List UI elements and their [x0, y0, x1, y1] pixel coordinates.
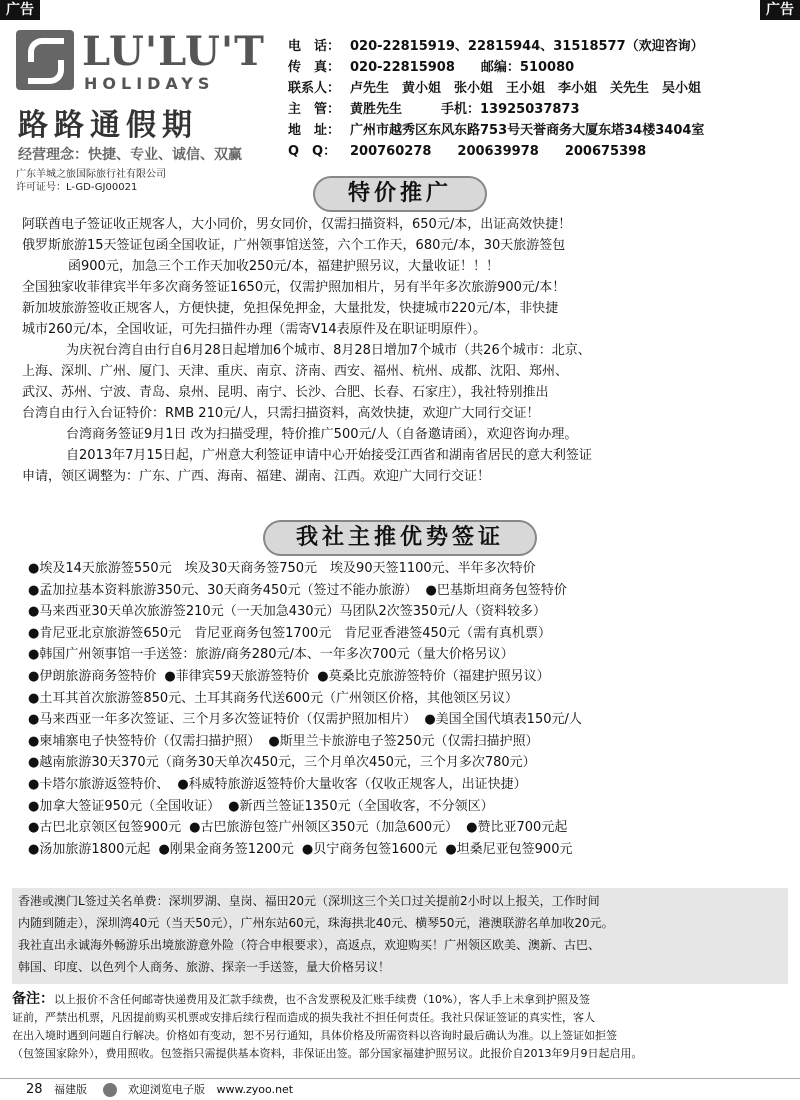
offer-line: 申请，领区调整为：广东、广西、海南、福建、湖南、江西。欢迎广大同行交证！ [22, 469, 491, 484]
footer-tagline: 欢迎浏览电子版 [128, 1083, 206, 1096]
special-offers-banner: 特价推广 [313, 176, 487, 212]
offer-line: 函900元，加急三个工作天加收250元/本，福建护照另议，大量收证！！！ [68, 259, 500, 274]
visa-item: ●古巴旅游包签广州领区350元（加急600元） [189, 820, 459, 836]
visa-item: ●马来西亚一年多次签证、三个月多次签证特价（仅需护照加相片） [28, 712, 417, 728]
visa-item: ●孟加拉基本资料旅游350元、30天商务450元（签过不能办旅游） [28, 582, 418, 598]
contact-info [288, 36, 794, 162]
contact-row: 电 话： 020-22815919、22815944、31518577（欢迎咨询） [288, 39, 704, 54]
license-number: 许可证号：L-GD-GJ00021 [16, 182, 138, 193]
offer-line: 台湾自由行入台证特价：RMB 210元/人，只需扫描资料，高效快捷，欢迎广大同行交证！ [22, 406, 540, 421]
offer-line: 上海、深圳、广州、厦门、天津、重庆、南京、济南、西安、福州、杭州、成都、沈阳、郑州、 [22, 364, 569, 379]
visa-item: ●赞比亚700元起 [466, 820, 568, 836]
contact-row: Q Q： 200760278 200639978 200675398 [288, 144, 647, 159]
logo-holidays: HOLIDAYS [84, 74, 215, 93]
visa-row [28, 774, 792, 796]
visa-item: ●坦桑尼亚包签900元 [445, 841, 573, 857]
visa-item: ●美国全国代填表150元/人 [424, 712, 582, 728]
visa-item: ●巴基斯坦商务包签特价 [425, 582, 567, 598]
visa-item: ●贝宁商务包签1600元 [301, 841, 438, 857]
visa-item: ●加拿大签证950元（全国收证） [28, 798, 221, 814]
visa-item: ●肯尼亚北京旅游签650元 肯尼亚商务包签1700元 肯尼亚香港签450元（需有真机票） [28, 625, 552, 641]
remarks-line: 以上报价不含任何邮寄快递费用及汇款手续费，也不含发票税及汇账手续费（10%），客人手上未拿到护照及签 [54, 993, 590, 1006]
company-name: 广东羊城之旅国际旅行社有限公司 [16, 169, 166, 180]
offer-line: 新加坡旅游签收正规客人，方便快捷，免担保免押金，大量批发，快捷城市220元/本，非快捷 [22, 301, 559, 316]
offer-line: 全国独家收菲律宾半年多次商务签证1650元，仅需护照加相片，另有半年多次旅游900元/本！ [22, 280, 566, 295]
offer-line: 自2013年7月15日起，广州意大利签证申请中心开始接受江西省和湖南省居民的意大利签证 [66, 448, 592, 463]
page-number: 28 [26, 1082, 43, 1097]
visa-item: ●马来西亚30天单次旅游签210元（一天加急430元）马团队2次签350元/人（资料较多） [28, 604, 546, 620]
visa-row [28, 601, 792, 623]
remarks-line: 在出入境时遇到问题自行解决。价格如有变动，恕不另行通知，具体价格及所需资料以咨询时最后确认为准。以上签证如拒签 [12, 1029, 617, 1042]
contact-row: 联系人： 卢先生 黄小姐 张小姐 王小姐 李小姐 关先生 吴小姐 [288, 81, 702, 96]
visa-item: ●古巴北京领区包签900元 [28, 820, 182, 836]
offer-line: 武汉、苏州、宁波、青岛、泉州、昆明、南宁、长沙、合肥、长春、石家庄），我社特别推出 [22, 385, 549, 400]
special-offers-text [22, 214, 790, 487]
offer-line: 阿联酋电子签证收正规客人，大小同价，男女同价，仅需扫描资料，650元/本，出证高效快捷！ [22, 217, 572, 232]
visa-item: ●科威特旅游返签特价大量收客（仅收正规客人，出证快捷） [177, 776, 527, 792]
visa-item: ●新西兰签证1350元（全国收客，不分领区） [228, 798, 494, 814]
visa-item: ●伊朗旅游商务签特价 [28, 668, 157, 684]
company-info [16, 168, 166, 194]
remarks-label: 备注： [12, 991, 54, 1007]
info-line: 内随到随走），深圳湾40元（当天50元），广州东站60元，珠海拱北40元、横琴50元，港澳联游名单加收20元。 [18, 916, 614, 930]
visa-row [28, 580, 792, 602]
globe-icon [103, 1083, 117, 1097]
page-footer [0, 1078, 800, 1100]
info-line: 我社直出永诚海外畅游乐出境旅游意外险（符合申根要求），高返点，欢迎购买！广州领区欧美、澳新、古巴、 [18, 938, 601, 952]
offer-line: 台湾商务签证9月1日 改为扫描受理，特价推广500元/人（自备邀请函），欢迎咨询办理。 [66, 427, 578, 442]
visa-item: ●韩国广州领事馆一手送签：旅游/商务280元/本、一年多次700元（量大价格另议） [28, 647, 514, 663]
visa-row [28, 796, 792, 818]
featured-visa-list [28, 558, 792, 860]
featured-visas-banner: 我社主推优势签证 [263, 520, 537, 556]
offer-line: 为庆祝台湾自由行自6月28日起增加6个城市、8月28日增加7个城市（共26个城市：北京、 [66, 343, 591, 358]
offer-line: 城市260元/本，全国收证，可先扫描件办理（需寄V14表原件及在职证明原件）。 [22, 322, 487, 337]
visa-item: ●土耳其首次旅游签850元、土耳其商务代送600元（广州领区价格，其他领区另议） [28, 690, 518, 706]
visa-item: ●越南旅游30天370元（商务30天单次450元，三个月单次450元，三个月多次780元） [28, 755, 536, 771]
visa-row [28, 752, 792, 774]
remarks [12, 990, 788, 1063]
hk-macau-info-box [12, 888, 788, 984]
edition-label: 福建版 [54, 1083, 88, 1096]
visa-item: ●菲律宾59天旅游签特价 [164, 668, 310, 684]
contact-row: 传 真： 020-22815908 邮编：510080 [288, 60, 575, 75]
visa-row [28, 817, 792, 839]
logo-s-icon [16, 30, 74, 90]
visa-item: ●莫桑比克旅游签特价（福建护照另议） [317, 668, 550, 684]
visa-item: ●卡塔尔旅游返签特价、 [28, 776, 170, 792]
footer-url[interactable]: www.zyoo.net [216, 1083, 294, 1096]
logo-chinese-name: 路路通假期 [18, 108, 198, 143]
remarks-line: （包签国家除外），费用照收。包签指只需提供基本资料，非保证出签。部分国家福建护照另议。此报价自2013年9月9日起启用。 [12, 1047, 643, 1060]
contact-row: 地 址： 广州市越秀区东风东路753号天誉商务大厦东塔34楼3404室 [288, 123, 705, 138]
ad-tag-left: 广告 [0, 0, 40, 20]
visa-row [28, 644, 792, 666]
visa-row [28, 709, 792, 731]
visa-row [28, 688, 792, 710]
visa-item: ●柬埔寨电子快签特价（仅需扫描护照） [28, 733, 261, 749]
contact-row: 主 管： 黄胜先生 手机：13925037873 [288, 102, 580, 117]
visa-row [28, 623, 792, 645]
header [0, 22, 800, 194]
logo [12, 28, 272, 168]
visa-item: ●汤加旅游1800元起 [28, 841, 151, 857]
visa-row [28, 839, 792, 861]
visa-row [28, 558, 792, 580]
remarks-line: 证前，严禁出机票，凡因提前购买机票或安排后续行程而造成的损失我社不担任何责任。我社只保证签证的真实性，客人 [12, 1011, 595, 1024]
logo-brand: LU'LU'T [82, 28, 265, 75]
logo-slogan: 经营理念：快捷、专业、诚信、双赢 [18, 147, 242, 163]
visa-row [28, 731, 792, 753]
visa-item: ●刚果金商务签1200元 [158, 841, 294, 857]
offer-line: 俄罗斯旅游15天签证包函全国收证，广州领事馆送签，六个工作天，680元/本，30天旅游签包 [22, 238, 566, 253]
visa-row [28, 666, 792, 688]
visa-item: ●埃及14天旅游签550元 埃及30天商务签750元 埃及90天签1100元、半年多次特价 [28, 561, 536, 576]
info-line: 香港或澳门L签过关名单费：深圳罗湖、皇岗、福田20元（深圳这三个关口过关提前2小时以上报关，工作时间 [18, 894, 600, 908]
info-line: 韩国、印度、以色列个人商务、旅游、探亲一手送签，量大价格另议！ [18, 960, 391, 974]
ad-tag-right: 广告 [760, 0, 800, 20]
visa-item: ●斯里兰卡旅游电子签250元（仅需扫描护照） [268, 733, 539, 749]
